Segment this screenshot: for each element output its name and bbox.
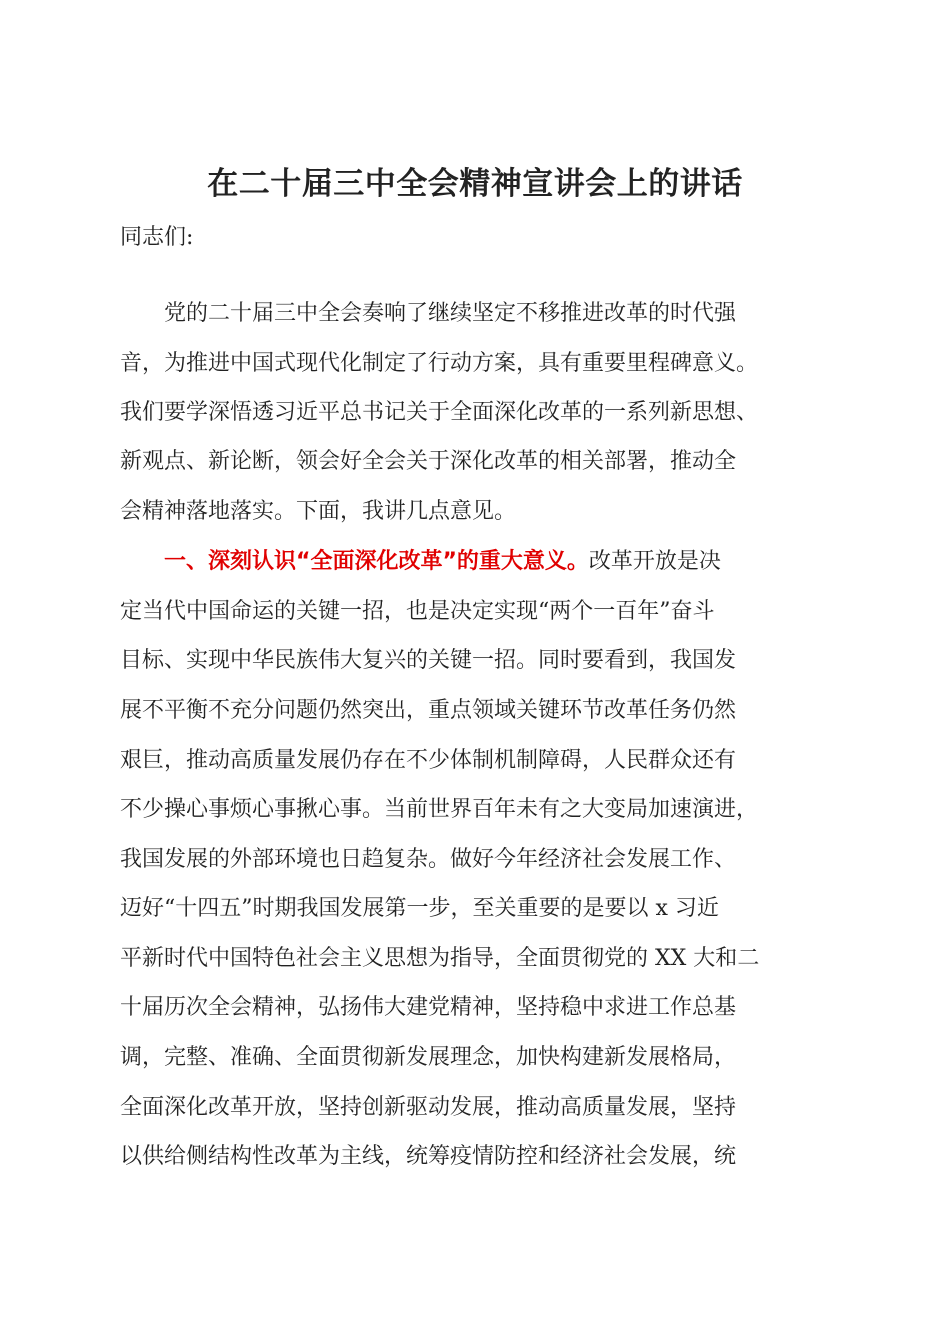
paragraph-line: 目标、实现中华民族伟大复兴的关键一招。同时要看到，我国发	[120, 648, 737, 673]
paragraph-line: 定当代中国命运的关键一招，也是决定实现“两个一百年”奋斗	[120, 599, 715, 624]
paragraph-line: 艰巨，推动高质量发展仍存在不少体制机制障碍，人民群众还有	[120, 748, 737, 773]
salutation: 同志们:	[120, 225, 194, 250]
section-heading-line	[120, 542, 874, 582]
paragraph-line: 展不平衡不充分问题仍然突出，重点领域关键环节改革任务仍然	[120, 698, 737, 723]
paragraph-line: 新观点、新论断，领会好全会关于深化改革的相关部署，推动全	[120, 449, 737, 474]
paragraph-line: 不少操心事烦心事揪心事。当前世界百年未有之大变局加速演进，	[120, 797, 759, 822]
section-heading: 一、深刻认识“全面深化改革”的重大意义。	[164, 549, 589, 574]
document-title: 在二十届三中全会精神宣讲会上的讲话	[207, 166, 743, 202]
paragraph-line: 音，为推进中国式现代化制定了行动方案，具有重要里程碑意义。	[120, 351, 759, 376]
paragraph-line: 以供给侧结构性改革为主线，统筹疫情防控和经济社会发展，统	[120, 1144, 737, 1169]
paragraph-line: 我国发展的外部环境也日趋复杂。做好今年经济社会发展工作、	[120, 847, 737, 872]
paragraph-line: 我们要学深悟透习近平总书记关于全面深化改革的一系列新思想、	[120, 400, 759, 425]
paragraph-line: 平新时代中国特色社会主义思想为指导，全面贯彻党的 XX 大和二	[120, 946, 760, 971]
paragraph-line: 迈好“十四五”时期我国发展第一步，至关重要的是要以 x 习近	[120, 896, 719, 921]
paragraph-line: 党的二十届三中全会奏响了继续坚定不移推进改革的时代强	[164, 301, 737, 326]
paragraph-line: 调，完整、准确、全面贯彻新发展理念，加快构建新发展格局，	[120, 1045, 737, 1070]
paragraph-line: 会精神落地落实。下面，我讲几点意见。	[120, 499, 517, 524]
paragraph-line: 全面深化改革开放，坚持创新驱动发展，推动高质量发展，坚持	[120, 1095, 737, 1120]
section-text: 改革开放是决	[588, 549, 721, 574]
paragraph-line: 十届历次全会精神，弘扬伟大建党精神，坚持稳中求进工作总基	[120, 995, 737, 1020]
